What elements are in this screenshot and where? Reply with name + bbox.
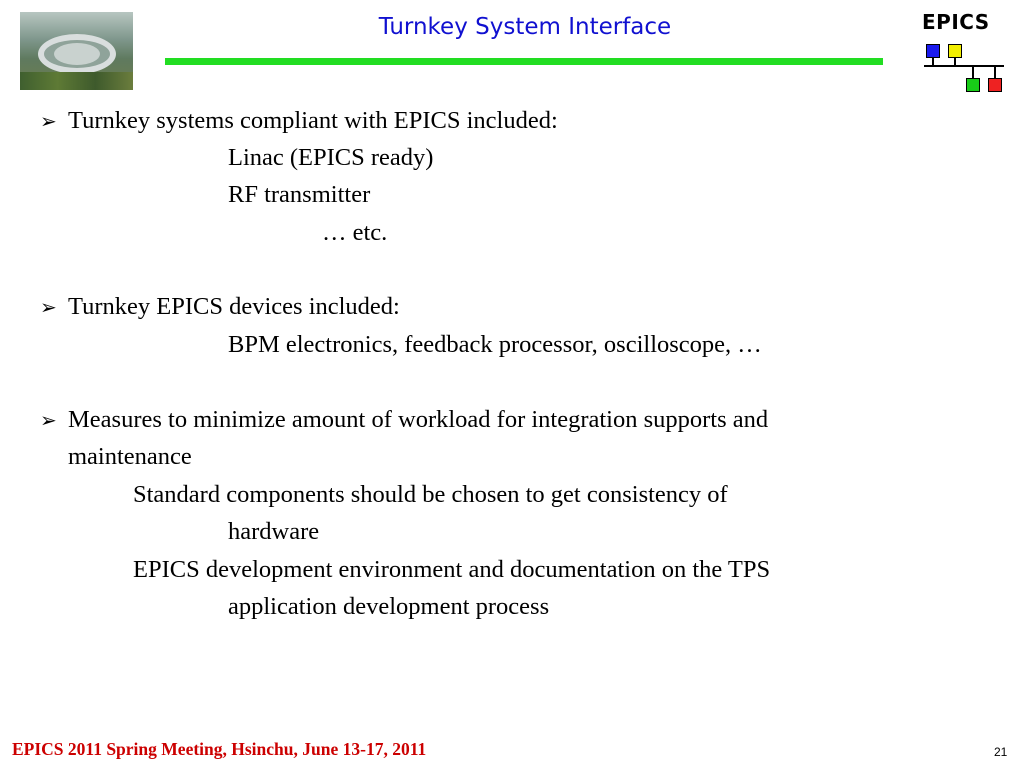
bullet-3 — [40, 405, 768, 435]
epics-logo-text: EPICS — [922, 10, 990, 34]
sub-item-standard-cont: hardware — [228, 518, 320, 545]
bullet-3-text: Measures to minimize amount of workload for integration supports and — [68, 406, 769, 433]
sub-item-etc: … etc. — [322, 219, 388, 246]
bullet-arrow-icon: ➢ — [40, 295, 57, 319]
bullet-1 — [40, 106, 558, 136]
sub-item-linac: Linac (EPICS ready) — [228, 144, 434, 171]
sub-item-devices: BPM electronics, feedback processor, oscilloscope, … — [228, 331, 762, 358]
bullet-2 — [40, 292, 400, 322]
bullet-1-text: Turnkey systems compliant with EPICS included: — [68, 107, 558, 134]
sub-item-epics-env-cont: application development process — [228, 593, 550, 620]
sub-item-rf: RF transmitter — [228, 181, 371, 208]
sub-item-epics-env: EPICS development environment and documentation on the TPS — [133, 556, 771, 583]
sub-item-standard: Standard components should be chosen to get consistency of — [133, 481, 728, 508]
slide-title: Turnkey System Interface — [378, 14, 672, 40]
page-number: 21 — [994, 745, 1008, 759]
slide-footer: EPICS 2011 Spring Meeting, Hsinchu, June 13-17, 2011 — [12, 739, 427, 759]
bullet-arrow-icon: ➢ — [40, 408, 57, 432]
bullet-arrow-icon: ➢ — [40, 109, 57, 133]
bullet-2-text: Turnkey EPICS devices included: — [68, 293, 400, 320]
bullet-3-continuation: maintenance — [68, 443, 192, 470]
